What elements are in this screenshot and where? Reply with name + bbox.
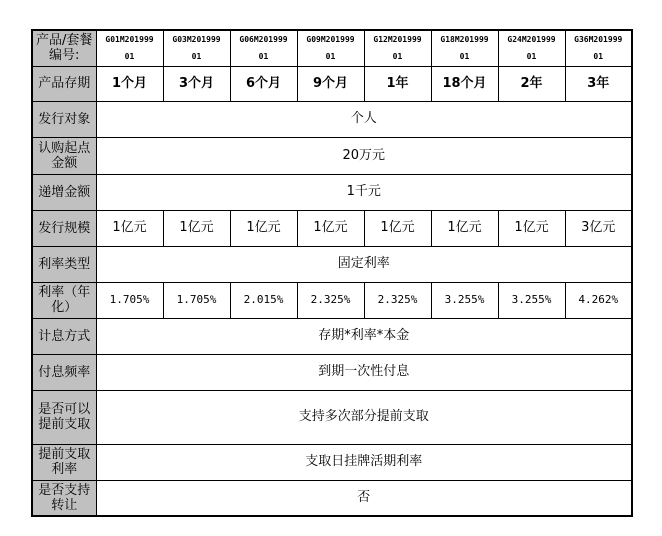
label-target: 发行对象 xyxy=(32,101,96,137)
target-value: 个人 xyxy=(96,101,632,137)
scale-cell: 1亿元 xyxy=(297,210,364,246)
rate-cell: 1.705% xyxy=(96,282,163,318)
row-interest-method xyxy=(32,318,632,354)
product-code-cell: G18M201999 01 xyxy=(431,30,498,66)
rate-cell: 3.255% xyxy=(431,282,498,318)
rate-cell: 3.255% xyxy=(498,282,565,318)
label-payment-freq: 付息频率 xyxy=(32,354,96,390)
row-target xyxy=(32,101,632,137)
rate-cell: 2.015% xyxy=(230,282,297,318)
rate-type-value: 固定利率 xyxy=(96,246,632,282)
scale-cell: 1亿元 xyxy=(431,210,498,246)
row-early-withdraw xyxy=(32,390,632,444)
row-product-code xyxy=(32,30,632,66)
label-early-withdraw: 是否可以提前支取 xyxy=(32,390,96,444)
scale-cell: 1亿元 xyxy=(498,210,565,246)
payment-freq-value: 到期一次性付息 xyxy=(96,354,632,390)
product-code-cell: G36M201999 01 xyxy=(565,30,632,66)
product-code-cell: G06M201999 01 xyxy=(230,30,297,66)
row-payment-freq xyxy=(32,354,632,390)
label-rate-type: 利率类型 xyxy=(32,246,96,282)
row-increment xyxy=(32,174,632,210)
product-code-cell: G03M201999 01 xyxy=(163,30,230,66)
row-early-rate xyxy=(32,444,632,480)
label-rate: 利率（年化） xyxy=(32,282,96,318)
term-cell: 2年 xyxy=(498,66,565,101)
label-early-rate: 提前支取利率 xyxy=(32,444,96,480)
rate-cell: 1.705% xyxy=(163,282,230,318)
product-code-cell: G09M201999 01 xyxy=(297,30,364,66)
label-product-code: 产品/套餐编号: xyxy=(32,30,96,66)
transfer-value: 否 xyxy=(96,480,632,516)
rate-cell: 4.262% xyxy=(565,282,632,318)
label-interest-method: 计息方式 xyxy=(32,318,96,354)
scale-cell: 3亿元 xyxy=(565,210,632,246)
scale-cell: 1亿元 xyxy=(364,210,431,246)
term-cell: 6个月 xyxy=(230,66,297,101)
term-cell: 9个月 xyxy=(297,66,364,101)
rate-cell: 2.325% xyxy=(364,282,431,318)
label-scale: 发行规模 xyxy=(32,210,96,246)
scale-cell: 1亿元 xyxy=(163,210,230,246)
label-min-amount: 认购起点金额 xyxy=(32,137,96,174)
min-amount-value: 20万元 xyxy=(96,137,632,174)
label-term: 产品存期 xyxy=(32,66,96,101)
row-rate-type xyxy=(32,246,632,282)
row-transfer xyxy=(32,480,632,516)
scale-cell: 1亿元 xyxy=(230,210,297,246)
early-rate-value: 支取日挂牌活期利率 xyxy=(96,444,632,480)
product-code-cell: G12M201999 01 xyxy=(364,30,431,66)
product-info-table xyxy=(31,29,633,517)
term-cell: 3年 xyxy=(565,66,632,101)
interest-method-value: 存期*利率*本金 xyxy=(96,318,632,354)
row-term xyxy=(32,66,632,101)
product-code-cell: G24M201999 01 xyxy=(498,30,565,66)
term-cell: 1年 xyxy=(364,66,431,101)
early-withdraw-value: 支持多次部分提前支取 xyxy=(96,390,632,444)
label-transfer: 是否支持转让 xyxy=(32,480,96,516)
term-cell: 3个月 xyxy=(163,66,230,101)
term-cell: 1个月 xyxy=(96,66,163,101)
term-cell: 18个月 xyxy=(431,66,498,101)
scale-cell: 1亿元 xyxy=(96,210,163,246)
row-min-amount xyxy=(32,137,632,174)
row-scale xyxy=(32,210,632,246)
label-increment: 递增金额 xyxy=(32,174,96,210)
rate-cell: 2.325% xyxy=(297,282,364,318)
increment-value: 1千元 xyxy=(96,174,632,210)
row-rate xyxy=(32,282,632,318)
product-code-cell: G01M201999 01 xyxy=(96,30,163,66)
